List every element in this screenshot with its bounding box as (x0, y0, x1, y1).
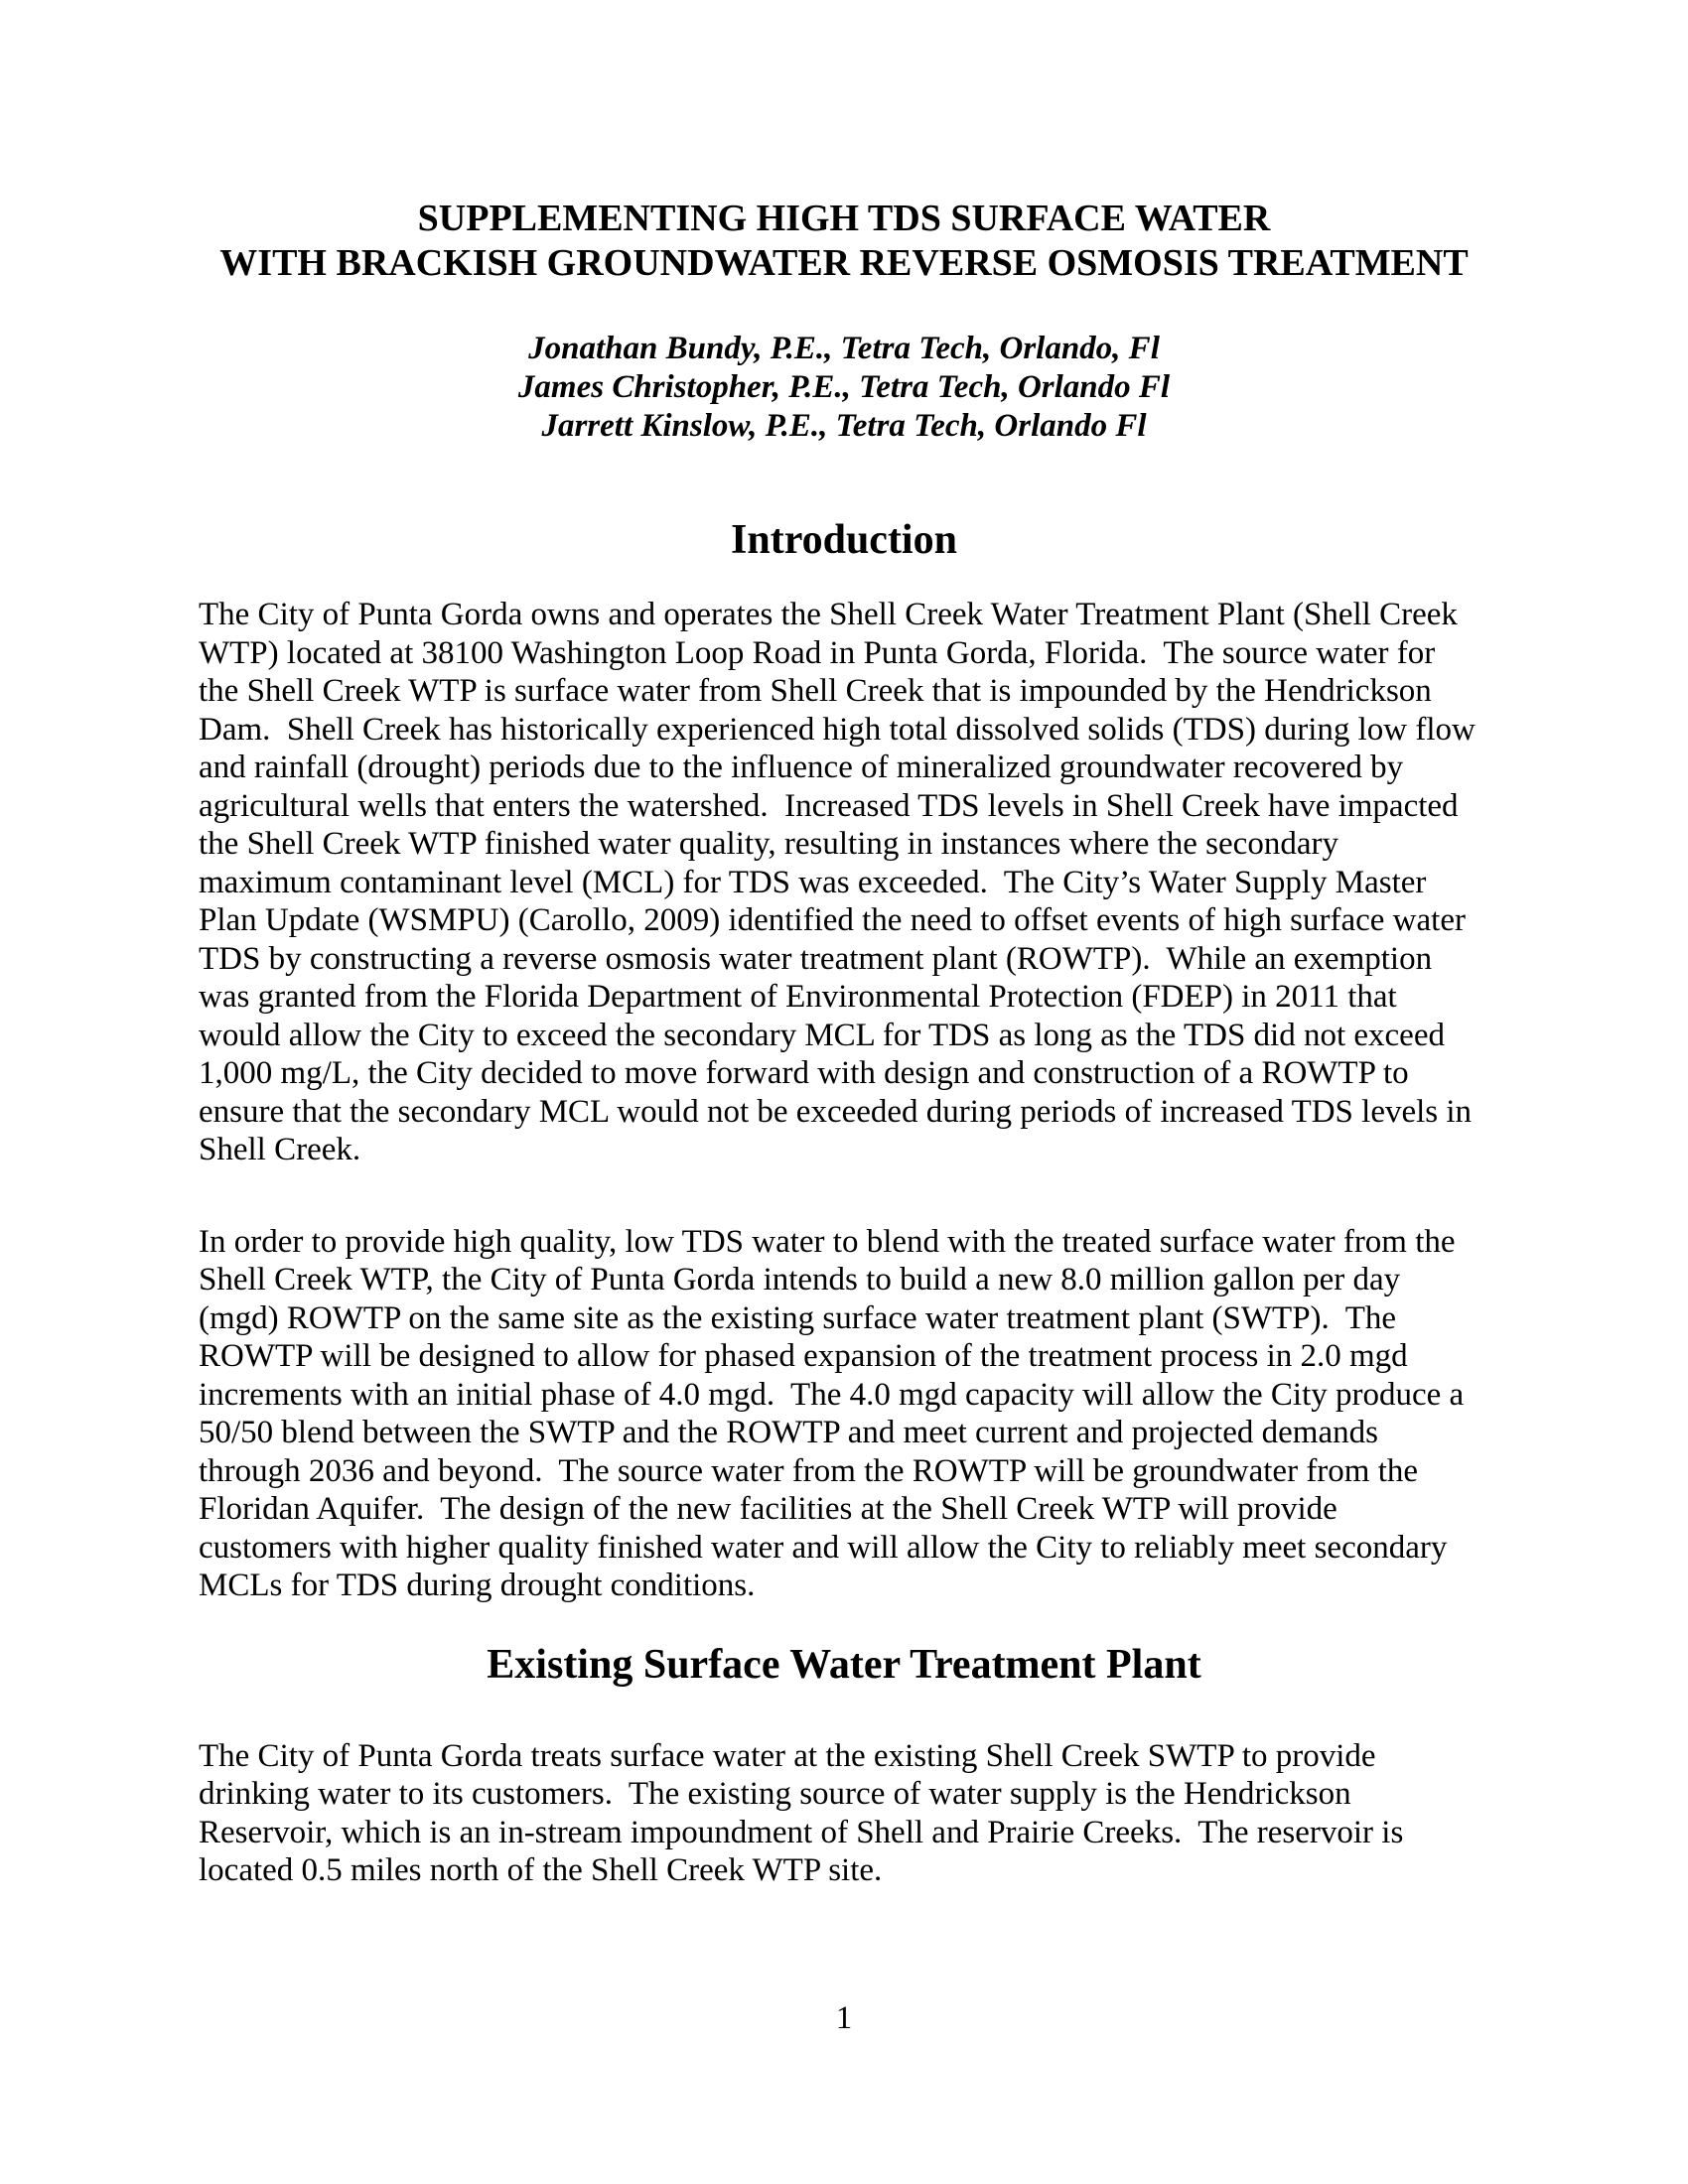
text-line: drinking water to its customers. The existing source of water supply is the Hendrickson (199, 1776, 1351, 1812)
text-line: In order to provide high quality, low TDS water to blend with the treated surface water from the (199, 1223, 1456, 1260)
author-line-2: James Christopher, P.E., Tetra Tech, Orlando Fl (517, 369, 1171, 405)
text-line: TDS by constructing a reverse osmosis water treatment plant (ROWTP). While an exemption (199, 940, 1433, 977)
text-line: (mgd) ROWTP on the same site as the existing surface water treatment plant (SWTP). The (199, 1299, 1396, 1336)
text-line: Shell Creek WTP, the City of Punta Gorda intends to build a new 8.0 million gallon per day (199, 1262, 1401, 1297)
text-line: MCLs for TDS during drought conditions. (199, 1568, 756, 1603)
text-line: Dam. Shell Creek has historically experienced high total dissolved solids (TDS) during low flow (199, 711, 1476, 748)
text-line: the Shell Creek WTP is surface water from Shell Creek that is impounded by the Hendrickson (199, 673, 1432, 709)
section-heading-introduction: Introduction (731, 517, 957, 563)
text-line: agricultural wells that enters the watershed. Increased TDS levels in Shell Creek have impacted (199, 787, 1459, 824)
paragraph-introduction-1 (199, 596, 1489, 1169)
text-line: through 2036 and beyond. The source water from the ROWTP will be groundwater from the (199, 1452, 1419, 1489)
paragraph-introduction-2 (199, 1223, 1489, 1605)
text-line: The City of Punta Gorda treats surface water at the existing Shell Creek SWTP to provide (199, 1737, 1376, 1774)
page-number: 1 (835, 2000, 853, 2036)
text-line: located 0.5 miles north of the Shell Creek WTP site. (199, 1852, 883, 1888)
text-line: would allow the City to exceed the secondary MCL for TDS as long as the TDS did not exceed (199, 1017, 1445, 1053)
text-line: ensure that the secondary MCL would not be exceeded during periods of increased TDS levels in (199, 1093, 1473, 1130)
text-line: The City of Punta Gorda owns and operates the Shell Creek Water Treatment Plant (Shell Creek (199, 597, 1458, 632)
text-line: customers with higher quality finished water and will allow the City to reliably meet secondary (199, 1529, 1448, 1566)
text-line: 50/50 blend between the SWTP and the ROWTP and meet current and projected demands (199, 1415, 1378, 1450)
author-line-3: Jarrett Kinslow, P.E., Tetra Tech, Orlando Fl (541, 408, 1147, 444)
text-line: increments with an initial phase of 4.0 mgd. The 4.0 mgd capacity will allow the City produce a (199, 1376, 1465, 1413)
text-line: 1,000 mg/L, the City decided to move forward with design and construction of a ROWTP to (199, 1055, 1409, 1091)
paper-title-line-2: WITH BRACKISH GROUNDWATER REVERSE OSMOSIS TREATMENT (219, 242, 1469, 284)
text-line: Shell Creek. (199, 1132, 361, 1167)
paragraph-existing-swtp-1 (199, 1737, 1489, 1890)
text-line: Floridan Aquifer. The design of the new facilities at the Shell Creek WTP will provide (199, 1491, 1337, 1527)
text-line: the Shell Creek WTP finished water quality, resulting in instances where the secondary (199, 826, 1338, 862)
paper-title (199, 197, 1489, 286)
text-line: Plan Update (WSMPU) (Carollo, 2009) identified the need to offset events of high surface water (199, 902, 1466, 938)
text-line: Reservoir, which is an in-stream impoundment of Shell and Prairie Creeks. The reservoir is (199, 1814, 1404, 1850)
author-line-1: Jonathan Bundy, P.E., Tetra Tech, Orlando, Fl (528, 331, 1160, 366)
text-line: and rainfall (drought) periods due to the influence of mineralized groundwater recovered by (199, 750, 1404, 785)
text-line: maximum contaminant level (MCL) for TDS was exceeded. The City’s Water Supply Master (199, 864, 1427, 900)
text-line: was granted from the Florida Department of Environmental Protection (FDEP) in 2011 that (199, 979, 1397, 1015)
text-line: ROWTP will be designed to allow for phased expansion of the treatment process in 2.0 mgd (199, 1338, 1408, 1374)
text-line: WTP) located at 38100 Washington Loop Road in Punta Gorda, Florida. The source water for (199, 634, 1436, 671)
section-heading-existing-swtp: Existing Surface Water Treatment Plant (487, 1641, 1201, 1688)
paper-title-line-1: SUPPLEMENTING HIGH TDS SURFACE WATER (417, 198, 1271, 239)
author-list (199, 330, 1489, 446)
